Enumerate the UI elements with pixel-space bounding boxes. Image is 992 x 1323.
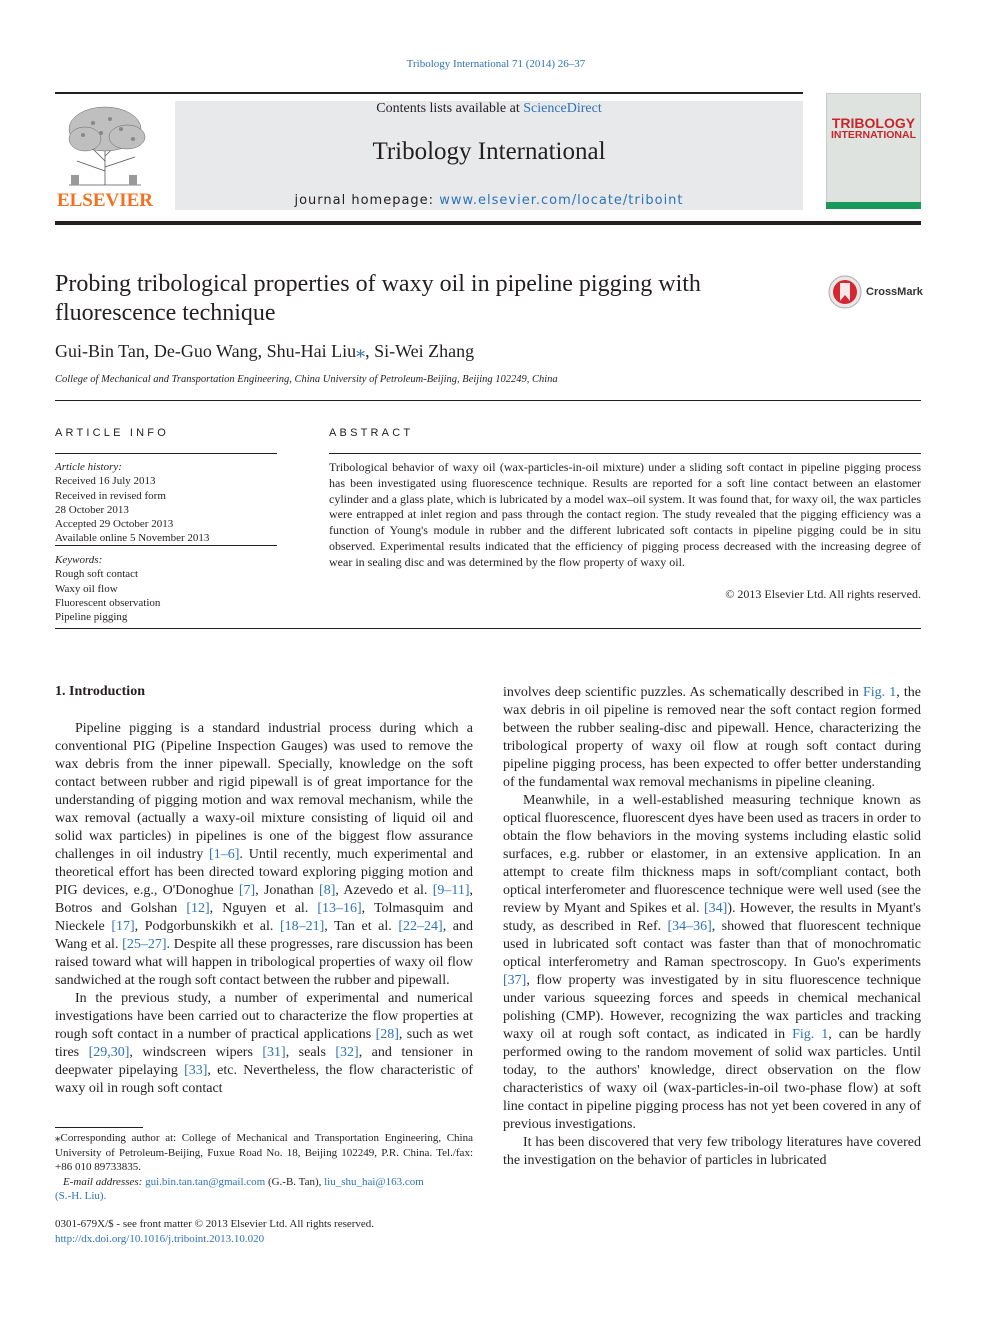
- reference-link[interactable]: [34–36]: [667, 919, 712, 934]
- cover-title-line1: TRIBOLOGY: [831, 115, 916, 131]
- abstract-rule: [329, 453, 921, 454]
- text-run: , can be hardly performed owing to the random movement of solid wax particles. Until today, to the authors' knowledge, direct observation on the flow characteristics of waxy oil (wax-particles-in-oil two-phase flow) at soft line contact in pipeline pigging process has not yet been covered in any of previous investigations.: [503, 1027, 921, 1132]
- reference-link[interactable]: [33]: [184, 1063, 208, 1078]
- abstract-bottom-rule: [55, 628, 921, 629]
- corresponding-author-text: ⁎Corresponding author at: College of Mechanical and Transportation Engineering, China University of Petroleum-Beijing, Fuxue Road No. 18, Beijing 102249, P.R. China. Tel./fax: +86 010 89733835.: [55, 1132, 473, 1173]
- cover-title-line2: INTERNATIONAL: [831, 129, 916, 141]
- journal-citation[interactable]: Tribology International 71 (2014) 26–37: [406, 58, 586, 70]
- text-run: In the previous study, a number of experimental and numerical investigations have been carried out to characterize the flow properties at rough soft contact in a number of practical applications: [55, 991, 473, 1042]
- reference-link[interactable]: [18–21]: [279, 919, 325, 934]
- history-item: 28 October 2013: [55, 503, 129, 516]
- reference-link[interactable]: [37]: [503, 973, 527, 988]
- reference-link[interactable]: [9–11]: [432, 883, 470, 898]
- authors-tail: , Si-Wei Zhang: [365, 341, 475, 361]
- keyword-item: Fluorescent observation: [55, 596, 161, 609]
- cover-color-strip: [826, 202, 921, 209]
- history-item: Accepted 29 October 2013: [55, 518, 174, 531]
- text-run: . Until recently, much experimental and theoretical effort has been directed toward exploring pigging motion and PIG devices, e.g., O'Donoghue: [55, 847, 473, 898]
- reference-link[interactable]: [1–6]: [209, 847, 240, 862]
- email-link-tan[interactable]: gui.bin.tan.tan@gmail.com: [145, 1175, 266, 1188]
- elsevier-wordmark: ELSEVIER: [56, 190, 154, 211]
- reference-link[interactable]: [32]: [335, 1045, 359, 1060]
- reference-link[interactable]: [7]: [238, 883, 256, 898]
- reference-link[interactable]: [22–24]: [398, 919, 443, 934]
- crossmark-icon[interactable]: [828, 275, 862, 309]
- keywords-rule: [55, 545, 277, 546]
- journal-homepage: [175, 193, 803, 208]
- article-title: Probing tribological properties of waxy oil in pipeline pigging with fluorescence technique: [55, 271, 701, 326]
- doi-link[interactable]: http://dx.doi.org/10.1016/j.triboint.2013.10.020: [55, 1232, 265, 1245]
- text-run: , and Wang et al.: [55, 919, 473, 952]
- keyword-item: Pipeline pigging: [55, 611, 128, 624]
- abstract-heading: ABSTRACT: [329, 427, 414, 439]
- history-item: Received in revised form: [55, 489, 166, 502]
- text-run: , such as wet tires: [55, 1027, 473, 1060]
- email-owner-tan: (G.-B. Tan),: [265, 1175, 325, 1188]
- journal-name: Tribology International: [372, 138, 606, 165]
- text-run: , Tolmasquim and Nieckele: [55, 901, 474, 934]
- reference-link[interactable]: [8]: [319, 883, 336, 898]
- reference-link[interactable]: [34]: [703, 901, 728, 916]
- figure-link[interactable]: Fig. 1: [792, 1027, 829, 1042]
- text-run: , Nguyen et al.: [209, 901, 318, 916]
- history-label: Article history:: [55, 461, 122, 473]
- introduction-heading: 1. Introduction: [55, 684, 145, 699]
- corresponding-author-marker[interactable]: ⁎: [356, 341, 366, 361]
- reference-link[interactable]: [17]: [111, 919, 135, 934]
- intro-paragraph-4: [503, 1134, 921, 1170]
- contents-line: [175, 101, 803, 117]
- article-info-rule: [55, 453, 277, 454]
- text-run: , etc. Nevertheless, the flow characteristic of waxy oil in rough soft contact: [55, 1063, 473, 1096]
- email-line: [55, 1175, 473, 1204]
- text-run: , and tensioner in deepwater pipelaying: [55, 1045, 474, 1078]
- text-run: , flow property was investigated by in situ fluorescence technique under various squeezing forces and speeds in chemical mechanical polishing (CMP). However, recognizing the wax particles and tracking waxy oil at rough soft contact, as indicated in: [503, 973, 921, 1042]
- article-info-heading: ARTICLE INFO: [55, 427, 169, 439]
- page-footer: [55, 1217, 473, 1246]
- contents-prefix: Contents lists available at: [376, 101, 524, 116]
- text-run: , Botros and Golshan: [55, 883, 474, 916]
- authors-main: Gui-Bin Tan, De-Guo Wang, Shu-Hai Liu: [55, 341, 357, 361]
- reference-link[interactable]: [31]: [262, 1045, 286, 1060]
- text-run: It has been discovered that very few tribology literatures have covered the investigation on the behavior of particles in lubricated: [503, 1135, 921, 1168]
- reference-link[interactable]: [13–16]: [317, 901, 362, 916]
- intro-paragraph-2-continued: [503, 684, 921, 792]
- sciencedirect-link[interactable]: ScienceDirect: [523, 101, 602, 116]
- email-owner-liu: (S.-H. Liu).: [55, 1190, 107, 1202]
- text-run: , showed that fluorescent technique used in lubricated soft contact was faster than that of monochromatic optical interferometry and Raman spectroscopy. In Guo's experiments: [503, 919, 921, 970]
- email-link-liu[interactable]: liu_shu_hai@163.com: [324, 1175, 424, 1188]
- keywords-block: [55, 553, 277, 624]
- journal-cover-thumbnail[interactable]: [826, 93, 921, 209]
- reference-link[interactable]: [12]: [186, 901, 210, 916]
- intro-paragraph-2: [55, 990, 473, 1098]
- text-run: , seals: [285, 1045, 336, 1060]
- affiliation: College of Mechanical and Transportation Engineering, China University of Petroleum-Beijing, Beijing 102249, China: [55, 374, 558, 385]
- body-column-left: [55, 720, 473, 1098]
- text-run: , the wax debris in oil pipeline is removed near the soft contact region formed between the rubber sealing-disc and pipewall. Hence, characterizing the tribological property of waxy oil flow at rough soft contact during pipeline pigging process, has been expected to offer better understanding of the fundamental wax removal mechanisms in pipeline cleaning.: [503, 685, 921, 790]
- reference-link[interactable]: [29,30]: [88, 1045, 130, 1060]
- keyword-item: Waxy oil flow: [55, 582, 118, 595]
- homepage-prefix: journal homepage:: [294, 193, 440, 208]
- text-run: Pipeline pigging is a standard industrial process during which a conventional PIG (Pipeline Inspection Gauges) was used to remove the wax debris from the inner pipewall. Specially, knowledge on the soft contact between rubber and rigid pipewall is of great importance for the understanding of pigging motion and wax removal mechanism, while the wax removal (actually a waxy-oil mixture consisting of liquid oil and solid wax particles) in pipelines is one of the biggest flow assurance challenges in oil industry: [55, 721, 473, 862]
- corresponding-author-footnote: [55, 1131, 473, 1204]
- text-run: Meanwhile, in a well-established measuring technique known as optical fluorescence, fluorescent dyes have been used as tracers in order to obtain the flow behaviors in the moving systems including elastic solid surfaces, e.g. rubber or elastomer, in an extensive application. In an attempt to create film thickness maps in soft/compliant contact, both optical interferometer and fluorescence technique were well used (see the review by Myant and Spikes et al.: [503, 793, 921, 916]
- reference-link[interactable]: [28]: [375, 1027, 399, 1042]
- article-history: [55, 460, 277, 546]
- crossmark-label[interactable]: CrossMark: [866, 286, 923, 298]
- author-list: [55, 341, 474, 362]
- affiliation-rule: [55, 400, 921, 401]
- text-run: , Podgorbunskikh et al.: [134, 919, 280, 934]
- issn-line: 0301-679X/$ - see front matter © 2013 Elsevier Ltd. All rights reserved.: [55, 1218, 375, 1230]
- keywords-label: Keywords:: [55, 554, 103, 566]
- homepage-link[interactable]: www.elsevier.com/locate/triboint: [439, 193, 684, 208]
- text-run: , windscreen wipers: [129, 1045, 263, 1060]
- keyword-item: Rough soft contact: [55, 568, 139, 581]
- text-run: , Tan et al.: [324, 919, 399, 934]
- intro-paragraph-3: [503, 792, 921, 1134]
- text-run: , Azevedo et al.: [335, 883, 433, 898]
- text-run: . Despite all these progresses, rare discussion has been raised toward what will happen in tribological properties of waxy oil flow sandwiched at the rough soft contact between the rubber and pipewall.: [55, 937, 473, 988]
- history-item: Received 16 July 2013: [55, 475, 156, 488]
- text-run: involves deep scientific puzzles. As schematically described in: [503, 685, 863, 700]
- email-label: E-mail addresses:: [63, 1175, 146, 1188]
- header-bottom-rule: [55, 221, 921, 225]
- text-run: ). However, the results in Myant's study, as described in Ref.: [503, 901, 921, 934]
- history-item: Available online 5 November 2013: [55, 532, 210, 545]
- abstract-text: Tribological behavior of waxy oil (wax-particles-in-oil mixture) under a sliding soft contact in pipeline pigging process has been investigated using fluorescence technique. Results are reported for a soft line contact between an elastomer cylinder and a glass plate, which is lubricated by a model wax–oil system. It was found that, for waxy oil, the wax particles were entrapped at inlet region and pass through the contact region. The study revealed that the pigging efficiency was a function of Young's module in rubber and the different lubricated soft contacts in pipeline pigging could be in situ observed. Experimental results indicated that the efficiency of pigging process decreased with the increasing degree of wear in sealing disc and was determined by the flow property of waxy oil.: [329, 460, 921, 569]
- intro-paragraph-1: [55, 720, 473, 990]
- abstract-copyright: © 2013 Elsevier Ltd. All rights reserved.: [725, 587, 921, 601]
- footnote-rule: [55, 1127, 143, 1128]
- header-top-rule: [55, 92, 803, 94]
- figure-link[interactable]: Fig. 1: [862, 685, 897, 700]
- reference-link[interactable]: [25–27]: [122, 937, 167, 952]
- text-run: , Jonathan: [255, 883, 320, 898]
- body-column-right: [503, 684, 921, 1170]
